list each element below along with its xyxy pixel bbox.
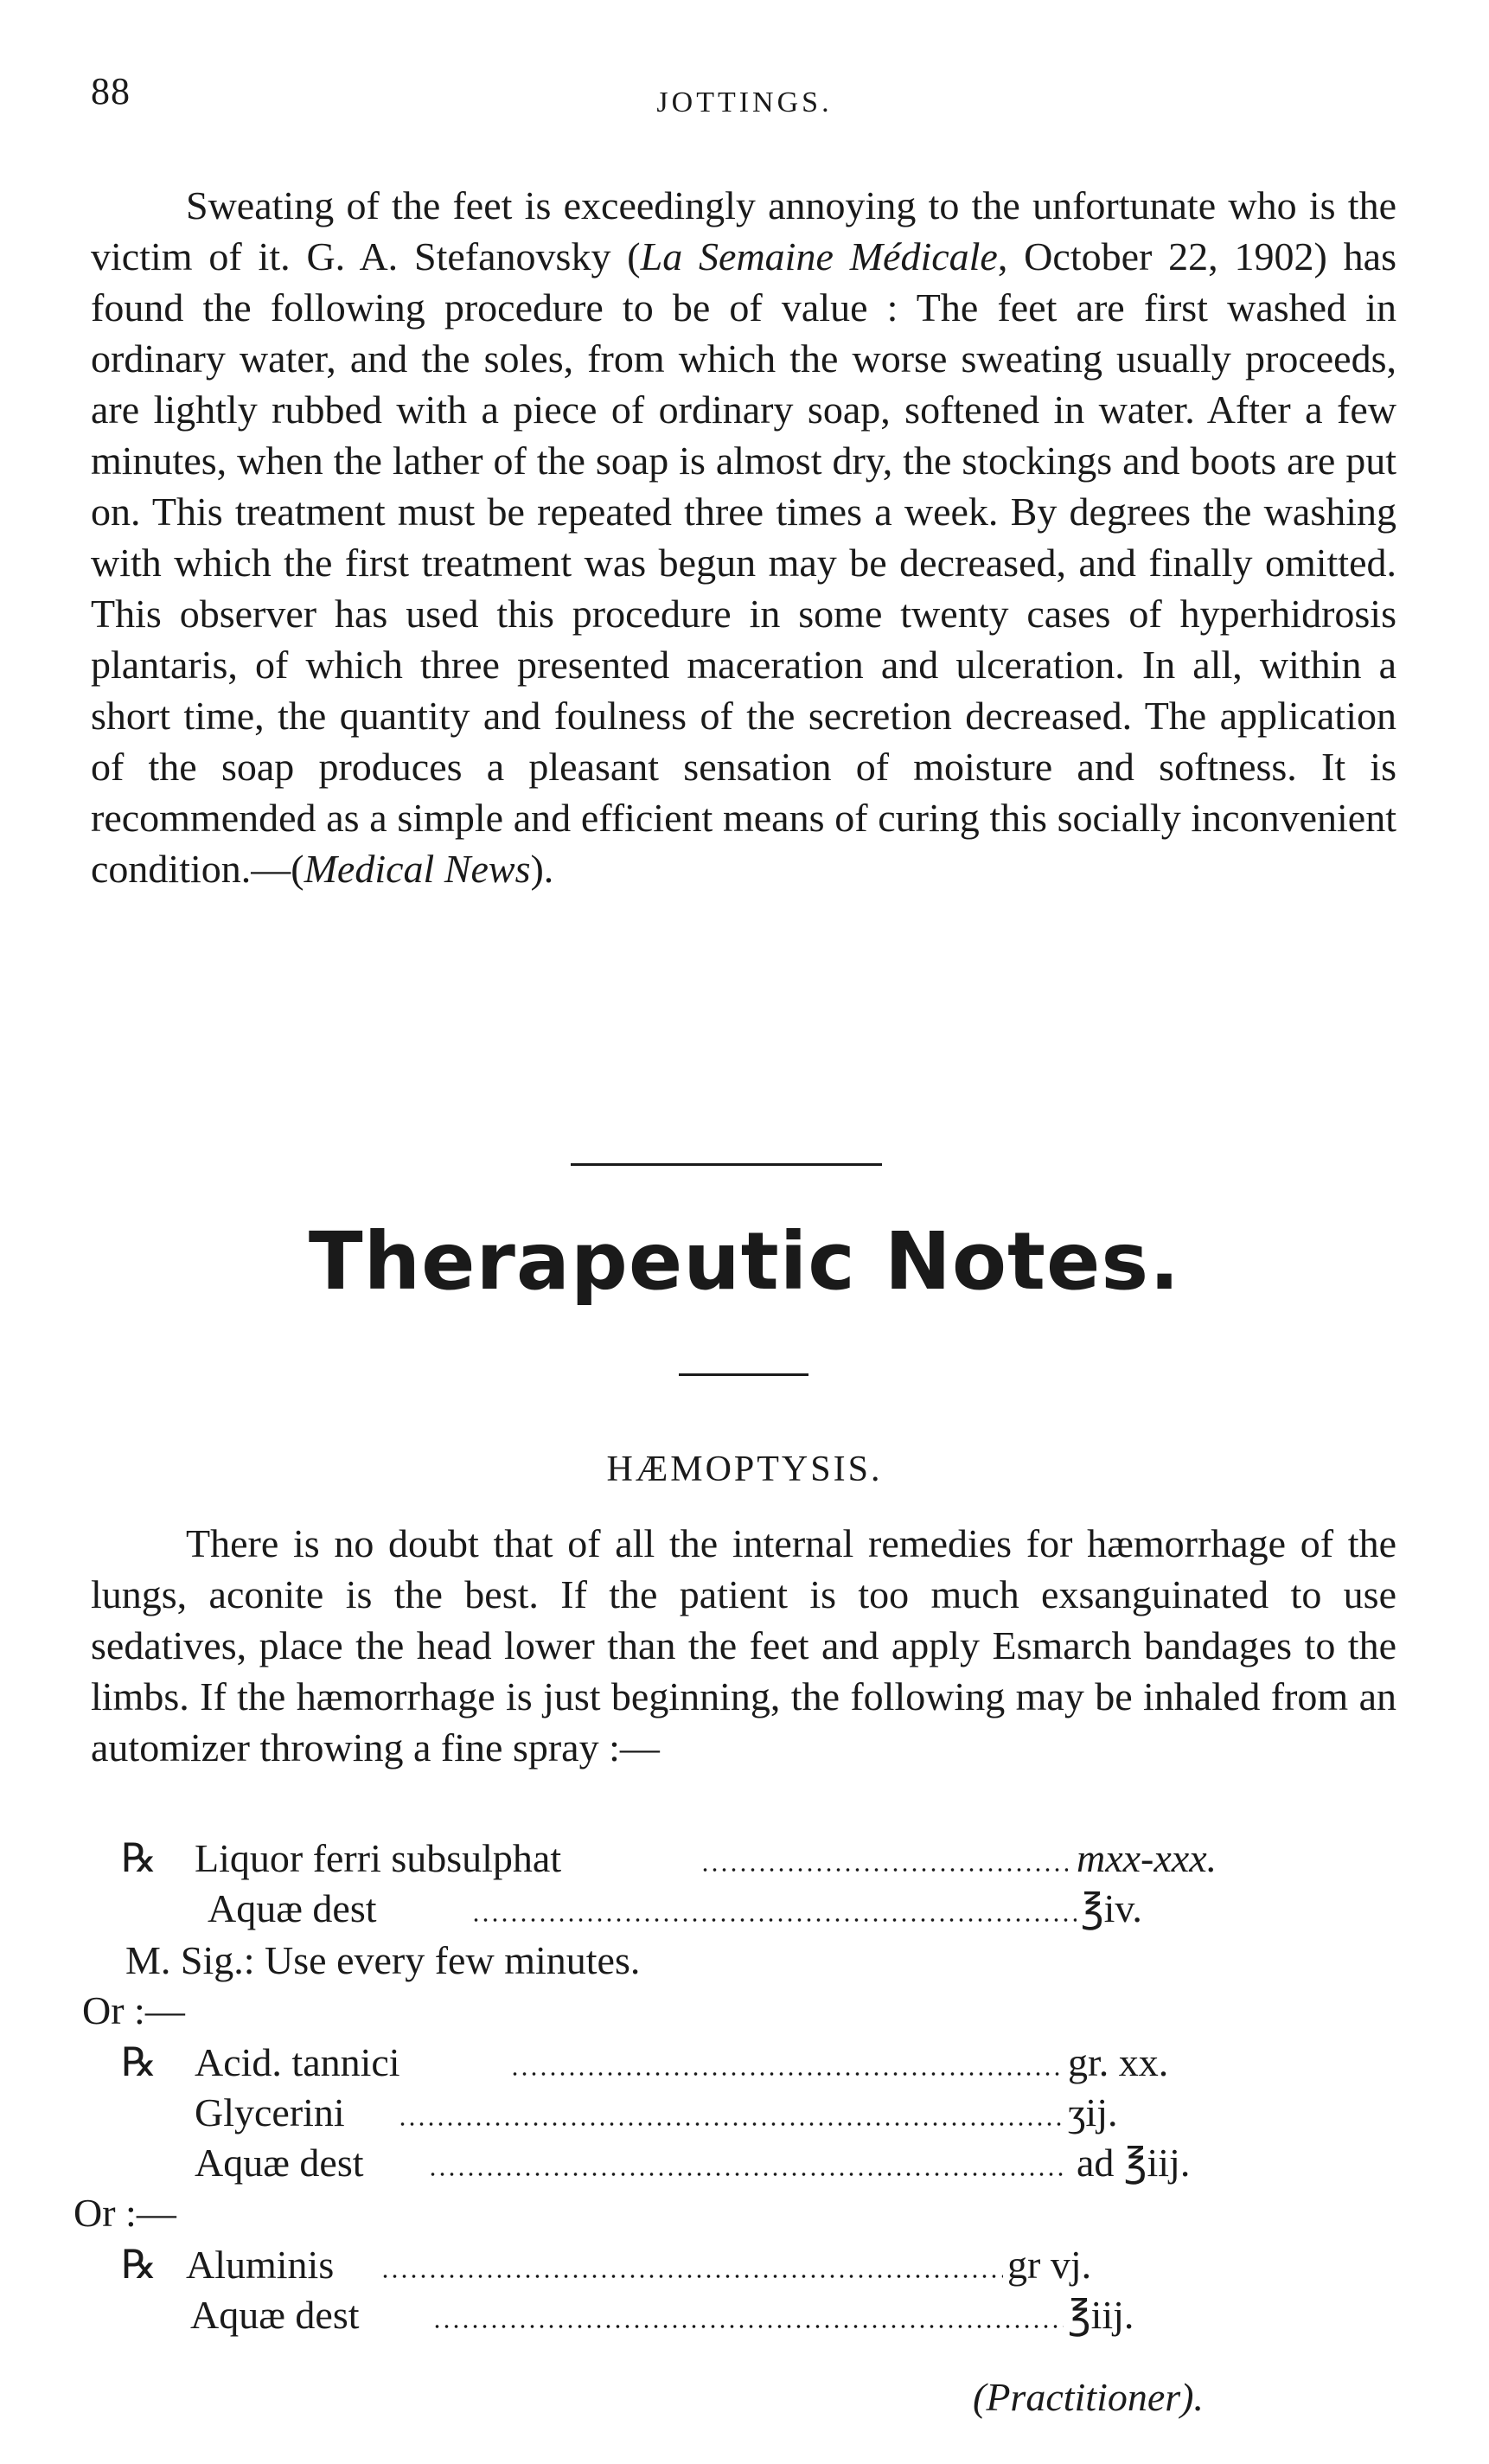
leader-dots (428, 2173, 1068, 2176)
source-citation: Medical News (304, 847, 531, 891)
rx-line (0, 1884, 1489, 1934)
or-separator: Or :— (73, 2191, 176, 2235)
paragraph-haemoptysis (91, 1518, 1396, 1773)
ingredient-amount: ℥iij. (1068, 2293, 1134, 2337)
title-underline (679, 1373, 808, 1376)
recipe-symbol: ℞ (121, 2040, 157, 2084)
ingredient-name: Aquæ dest (195, 2141, 364, 2185)
paragraph-haemoptysis-text: There is no doubt that of all the internal remedies for hæmorrhage of the lungs, aconite is the best. If the patient is too much exsanguinated to use sedatives, place the head lower than the feet and apply Esmarch bandages to the limbs. If the hæmorrhage is just beginning, the following may be inhaled from an automizer throwing a fine spray :— (91, 1521, 1396, 1770)
rx-line (0, 2290, 1489, 2340)
rx-line (0, 2240, 1489, 2290)
section-title: Therapeutic Notes. (308, 1215, 1181, 1308)
ingredient-name: Aluminis (186, 2243, 335, 2287)
signa-line: M. Sig.: Use every few minutes. (125, 1938, 641, 1982)
recipe-symbol: ℞ (121, 2243, 157, 2287)
ingredient-name: Glycerini (195, 2090, 345, 2134)
leader-dots (380, 2275, 1003, 2278)
paragraph-text-b: , October 22, 1902) has found the following procedure to be of value : The feet are first washed in ordinary water, and the soles, from which the worse sweating usually proceeds, are lightly rubbed with a piece of ordinary soap, softened in water. After a few minutes, when the lather of the soap is almost dry, the stockings and boots are put on. This treatment must be repeated three times a week. By degrees the washing with which the first treatment was begun may be decreased, and finally omitted. This observer has used this procedure in some twenty cases of hyperhidrosis plantaris, of which three presented maceration and ulceration. In all, within a short time, the quantity and foulness of the secretion decreased. The application of the soap produces a pleasant sensation of moisture and softness. It is recommended as a simple and efficient means of curing this socially inconvenient condition.—( (91, 234, 1396, 891)
ingredient-name: Aquæ dest (190, 2293, 360, 2337)
paragraph-text-a: Sweating of the feet is exceedingly annoying to the unfortunate who is the victim of it. G. A. Stefanovsky ( (91, 183, 1396, 278)
rx-line (0, 1834, 1489, 1884)
ingredient-name: Aquæ dest (208, 1886, 377, 1930)
journal-title: La Semaine Médicale (640, 234, 998, 278)
paragraph-text-c: ). (530, 847, 554, 891)
subsection-heading: HÆMOPTYSIS. (606, 1450, 883, 1489)
or-separator: Or :— (82, 1988, 185, 2032)
leader-dots (700, 1868, 1068, 1872)
ingredient-amount: ℥iv. (1081, 1886, 1142, 1930)
ingredient-amount: gr. xx. (1068, 2040, 1169, 2084)
paragraph-sweating-feet (91, 180, 1396, 894)
rx-line (0, 2038, 1489, 2088)
leader-dots (510, 2072, 1064, 2076)
practitioner-citation: (Practitioner). (973, 2375, 1204, 2419)
leader-dots (432, 2325, 1064, 2328)
page-number: 88 (91, 70, 131, 112)
section-divider (571, 1163, 882, 1166)
recipe-symbol: ℞ (121, 1836, 157, 1880)
ingredient-amount: mxx-xxx. (1077, 1836, 1217, 1880)
ingredient-amount: ʒij. (1068, 2090, 1118, 2134)
running-head: JOTTINGS. (656, 86, 833, 118)
ingredient-name: Liquor ferri subsulphat (195, 1836, 562, 1880)
ingredient-name: Acid. tannici (195, 2040, 400, 2084)
leader-dots (398, 2122, 1064, 2126)
rx-line (0, 2138, 1489, 2188)
ingredient-amount: gr vj. (1007, 2243, 1092, 2287)
leader-dots (471, 1918, 1077, 1922)
ingredient-amount: ad ℥iij. (1077, 2141, 1191, 2185)
rx-line (0, 2088, 1489, 2138)
